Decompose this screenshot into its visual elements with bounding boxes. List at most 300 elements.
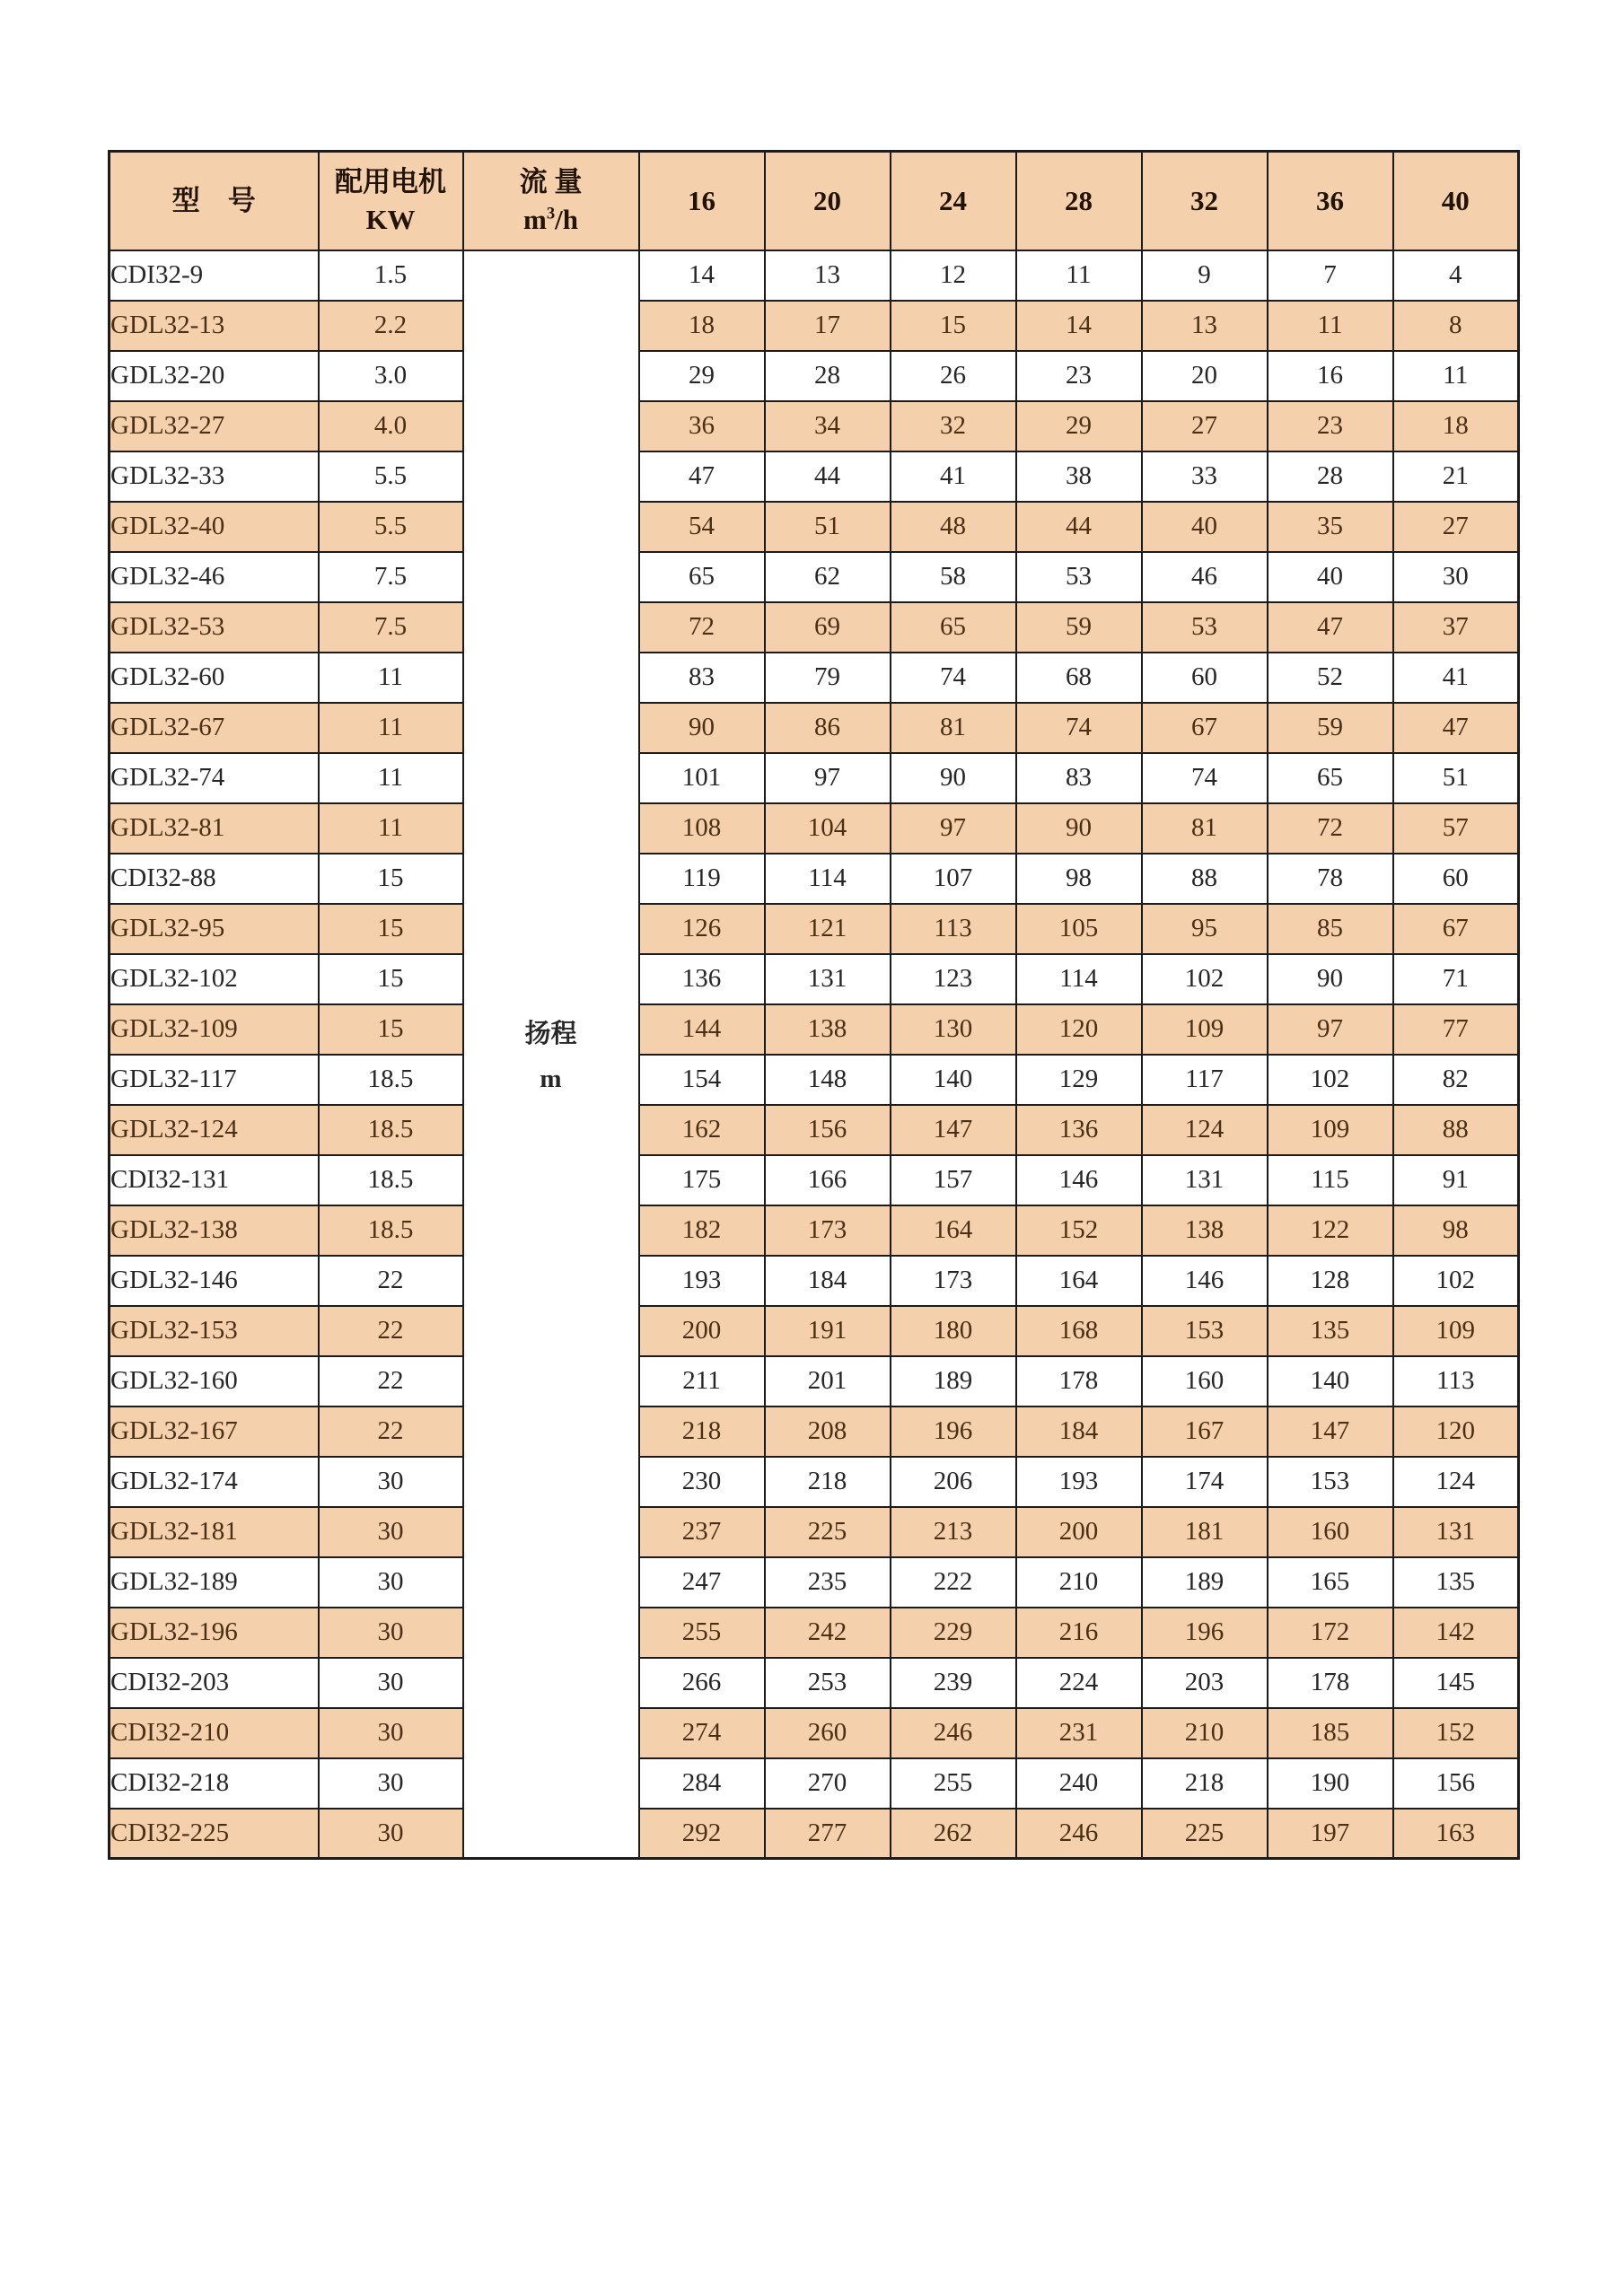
head-value-cell: 174 (1142, 1457, 1268, 1507)
head-value-cell: 266 (639, 1658, 765, 1708)
motor-power-cell: 18.5 (319, 1205, 463, 1256)
table-row (110, 1256, 1519, 1306)
motor-power-cell: 11 (319, 753, 463, 803)
table-row (110, 1658, 1519, 1708)
head-value-cell: 114 (1016, 954, 1142, 1004)
head-value-cell: 20 (1142, 351, 1268, 401)
head-value-cell: 173 (765, 1205, 891, 1256)
table-row (110, 1457, 1519, 1507)
flow-value-header: 36 (1268, 152, 1393, 250)
head-value-cell: 23 (1268, 401, 1393, 451)
head-value-cell: 115 (1268, 1155, 1393, 1205)
motor-power-cell: 30 (319, 1608, 463, 1658)
model-cell: GDL32-174 (110, 1457, 319, 1507)
head-value-cell: 164 (891, 1205, 1016, 1256)
table-row (110, 1507, 1519, 1557)
table-row (110, 1407, 1519, 1457)
head-value-cell: 147 (1268, 1407, 1393, 1457)
head-value-cell: 270 (765, 1758, 891, 1809)
head-value-cell: 67 (1142, 703, 1268, 753)
head-value-cell: 230 (639, 1457, 765, 1507)
head-value-cell: 146 (1016, 1155, 1142, 1205)
model-cell: CDI32-131 (110, 1155, 319, 1205)
pump-spec-table (108, 150, 1520, 1860)
flow-value-header: 32 (1142, 152, 1268, 250)
motor-power-cell: 22 (319, 1256, 463, 1306)
head-value-cell: 152 (1393, 1708, 1519, 1758)
head-value-cell: 32 (891, 401, 1016, 451)
head-value-cell: 113 (891, 904, 1016, 954)
head-value-cell: 262 (891, 1809, 1016, 1859)
head-value-cell: 240 (1016, 1758, 1142, 1809)
head-value-cell: 235 (765, 1557, 891, 1608)
head-value-cell: 72 (639, 602, 765, 653)
motor-power-cell: 4.0 (319, 401, 463, 451)
head-value-cell: 181 (1142, 1507, 1268, 1557)
head-merged-cell (463, 250, 639, 1859)
head-value-cell: 200 (639, 1306, 765, 1356)
head-value-cell: 109 (1268, 1105, 1393, 1155)
head-value-cell: 72 (1268, 803, 1393, 854)
head-value-cell: 260 (765, 1708, 891, 1758)
head-value-cell: 182 (639, 1205, 765, 1256)
head-value-cell: 180 (891, 1306, 1016, 1356)
motor-power-cell: 3.0 (319, 351, 463, 401)
head-value-cell: 67 (1393, 904, 1519, 954)
head-value-cell: 38 (1016, 451, 1142, 502)
head-value-cell: 40 (1142, 502, 1268, 552)
head-value-cell: 26 (891, 351, 1016, 401)
flow-value-header: 16 (639, 152, 765, 250)
model-cell: GDL32-53 (110, 602, 319, 653)
table-row (110, 250, 1519, 301)
head-value-cell: 104 (765, 803, 891, 854)
head-value-cell: 206 (891, 1457, 1016, 1507)
head-value-cell: 12 (891, 250, 1016, 301)
model-cell: CDI32-210 (110, 1708, 319, 1758)
head-value-cell: 122 (1268, 1205, 1393, 1256)
head-value-cell: 98 (1393, 1205, 1519, 1256)
head-value-cell: 91 (1393, 1155, 1519, 1205)
table-row (110, 1708, 1519, 1758)
head-value-cell: 189 (891, 1356, 1016, 1407)
table-row (110, 351, 1519, 401)
flow-value-header: 28 (1016, 152, 1142, 250)
head-value-cell: 222 (891, 1557, 1016, 1608)
head-value-cell: 153 (1268, 1457, 1393, 1507)
table-row (110, 1004, 1519, 1055)
head-value-cell: 129 (1016, 1055, 1142, 1105)
table-row (110, 703, 1519, 753)
model-cell: CDI32-225 (110, 1809, 319, 1859)
head-value-cell: 218 (1142, 1758, 1268, 1809)
head-value-cell: 95 (1142, 904, 1268, 954)
head-value-cell: 255 (639, 1608, 765, 1658)
head-value-cell: 246 (891, 1708, 1016, 1758)
head-value-cell: 102 (1142, 954, 1268, 1004)
head-value-cell: 53 (1142, 602, 1268, 653)
head-value-cell: 218 (639, 1407, 765, 1457)
head-value-cell: 218 (765, 1457, 891, 1507)
head-value-cell: 51 (765, 502, 891, 552)
head-value-cell: 98 (1016, 854, 1142, 904)
head-value-cell: 210 (1016, 1557, 1142, 1608)
head-value-cell: 90 (1016, 803, 1142, 854)
model-cell: GDL32-67 (110, 703, 319, 753)
head-value-cell: 27 (1393, 502, 1519, 552)
head-value-cell: 197 (1268, 1809, 1393, 1859)
table-row (110, 301, 1519, 351)
flow-value-header: 40 (1393, 152, 1519, 250)
head-value-cell: 44 (765, 451, 891, 502)
head-value-cell: 117 (1142, 1055, 1268, 1105)
head-value-cell: 7 (1268, 250, 1393, 301)
model-cell: GDL32-109 (110, 1004, 319, 1055)
head-value-cell: 83 (1016, 753, 1142, 803)
motor-power-cell: 2.2 (319, 301, 463, 351)
head-value-cell: 4 (1393, 250, 1519, 301)
head-value-cell: 124 (1142, 1105, 1268, 1155)
motor-power-cell: 30 (319, 1758, 463, 1809)
head-value-cell: 164 (1016, 1256, 1142, 1306)
model-cell: GDL32-40 (110, 502, 319, 552)
head-value-cell: 140 (891, 1055, 1016, 1105)
head-value-cell: 208 (765, 1407, 891, 1457)
head-value-cell: 131 (765, 954, 891, 1004)
model-cell: GDL32-81 (110, 803, 319, 854)
model-cell: GDL32-95 (110, 904, 319, 954)
head-value-cell: 28 (1268, 451, 1393, 502)
head-value-cell: 60 (1142, 653, 1268, 703)
head-value-cell: 148 (765, 1055, 891, 1105)
head-value-cell: 167 (1142, 1407, 1268, 1457)
motor-power-cell: 15 (319, 904, 463, 954)
table-row (110, 401, 1519, 451)
motor-power-cell: 11 (319, 653, 463, 703)
head-value-cell: 109 (1142, 1004, 1268, 1055)
motor-power-column-header (319, 152, 463, 250)
head-value-cell: 152 (1016, 1205, 1142, 1256)
head-value-cell: 193 (1016, 1457, 1142, 1507)
head-value-cell: 102 (1268, 1055, 1393, 1105)
head-value-cell: 40 (1268, 552, 1393, 602)
motor-power-cell: 30 (319, 1557, 463, 1608)
head-value-cell: 58 (891, 552, 1016, 602)
motor-power-cell: 7.5 (319, 552, 463, 602)
head-value-cell: 97 (765, 753, 891, 803)
motor-power-header-unit: KW (365, 203, 416, 235)
head-value-cell: 90 (1268, 954, 1393, 1004)
model-cell: GDL32-27 (110, 401, 319, 451)
head-value-cell: 54 (639, 502, 765, 552)
head-value-cell: 48 (891, 502, 1016, 552)
head-value-cell: 242 (765, 1608, 891, 1658)
flow-header-label: 流 量 (519, 165, 583, 197)
head-value-cell: 11 (1016, 250, 1142, 301)
head-value-cell: 135 (1268, 1306, 1393, 1356)
head-value-cell: 86 (765, 703, 891, 753)
model-cell: GDL32-189 (110, 1557, 319, 1608)
table-row (110, 1105, 1519, 1155)
head-value-cell: 23 (1016, 351, 1142, 401)
head-value-cell: 178 (1268, 1658, 1393, 1708)
head-value-cell: 47 (1268, 602, 1393, 653)
head-value-cell: 292 (639, 1809, 765, 1859)
head-value-cell: 18 (1393, 401, 1519, 451)
head-value-cell: 46 (1142, 552, 1268, 602)
head-value-cell: 144 (639, 1004, 765, 1055)
head-value-cell: 284 (639, 1758, 765, 1809)
head-value-cell: 253 (765, 1658, 891, 1708)
head-value-cell: 247 (639, 1557, 765, 1608)
head-value-cell: 196 (1142, 1608, 1268, 1658)
head-value-cell: 71 (1393, 954, 1519, 1004)
head-value-cell: 175 (639, 1155, 765, 1205)
motor-power-cell: 30 (319, 1457, 463, 1507)
model-cell: CDI32-9 (110, 250, 319, 301)
motor-power-cell: 18.5 (319, 1105, 463, 1155)
motor-power-cell: 15 (319, 954, 463, 1004)
head-unit: m (540, 1065, 562, 1094)
model-cell: GDL32-74 (110, 753, 319, 803)
motor-power-cell: 18.5 (319, 1155, 463, 1205)
flow-column-header (463, 152, 639, 250)
head-value-cell: 14 (1016, 301, 1142, 351)
head-value-cell: 30 (1393, 552, 1519, 602)
head-value-cell: 145 (1393, 1658, 1519, 1708)
head-value-cell: 57 (1393, 803, 1519, 854)
motor-power-cell: 22 (319, 1407, 463, 1457)
head-value-cell: 90 (639, 703, 765, 753)
head-value-cell: 138 (1142, 1205, 1268, 1256)
model-cell: GDL32-196 (110, 1608, 319, 1658)
head-value-cell: 136 (639, 954, 765, 1004)
head-value-cell: 28 (765, 351, 891, 401)
head-value-cell: 41 (891, 451, 1016, 502)
head-value-cell: 37 (1393, 602, 1519, 653)
head-value-cell: 123 (891, 954, 1016, 1004)
head-value-cell: 69 (765, 602, 891, 653)
head-value-cell: 53 (1016, 552, 1142, 602)
flow-value-header: 24 (891, 152, 1016, 250)
head-value-cell: 213 (891, 1507, 1016, 1557)
head-value-cell: 74 (1142, 753, 1268, 803)
motor-power-cell: 30 (319, 1809, 463, 1859)
head-value-cell: 165 (1268, 1557, 1393, 1608)
head-value-cell: 274 (639, 1708, 765, 1758)
head-value-cell: 8 (1393, 301, 1519, 351)
head-value-cell: 185 (1268, 1708, 1393, 1758)
motor-power-cell: 1.5 (319, 250, 463, 301)
head-value-cell: 203 (1142, 1658, 1268, 1708)
head-value-cell: 146 (1142, 1256, 1268, 1306)
motor-power-cell: 18.5 (319, 1055, 463, 1105)
head-value-cell: 97 (891, 803, 1016, 854)
table-row (110, 803, 1519, 854)
motor-power-cell: 22 (319, 1356, 463, 1407)
head-value-cell: 33 (1142, 451, 1268, 502)
model-column-header: 型 号 (110, 152, 319, 250)
head-value-cell: 16 (1268, 351, 1393, 401)
head-value-cell: 201 (765, 1356, 891, 1407)
head-value-cell: 65 (639, 552, 765, 602)
head-value-cell: 85 (1268, 904, 1393, 954)
head-value-cell: 231 (1016, 1708, 1142, 1758)
head-value-cell: 196 (891, 1407, 1016, 1457)
table-row (110, 602, 1519, 653)
head-value-cell: 105 (1016, 904, 1142, 954)
head-value-cell: 138 (765, 1004, 891, 1055)
motor-power-cell: 11 (319, 803, 463, 854)
motor-power-cell: 30 (319, 1658, 463, 1708)
head-value-cell: 13 (1142, 301, 1268, 351)
head-value-cell: 68 (1016, 653, 1142, 703)
head-value-cell: 97 (1268, 1004, 1393, 1055)
head-value-cell: 163 (1393, 1809, 1519, 1859)
motor-power-header-label: 配用电机 (335, 165, 446, 197)
table-row (110, 1306, 1519, 1356)
flow-header-unit: $m^3/h$ (523, 203, 578, 235)
model-cell: GDL32-124 (110, 1105, 319, 1155)
table-row (110, 1608, 1519, 1658)
model-cell: GDL32-167 (110, 1407, 319, 1457)
head-value-cell: 224 (1016, 1658, 1142, 1708)
head-value-cell: 114 (765, 854, 891, 904)
table-row (110, 451, 1519, 502)
head-value-cell: 79 (765, 653, 891, 703)
head-value-cell: 210 (1142, 1708, 1268, 1758)
head-value-cell: 255 (891, 1758, 1016, 1809)
head-value-cell: 126 (639, 904, 765, 954)
table-row (110, 904, 1519, 954)
head-value-cell: 277 (765, 1809, 891, 1859)
table-row (110, 1557, 1519, 1608)
head-value-cell: 156 (1393, 1758, 1519, 1809)
head-value-cell: 27 (1142, 401, 1268, 451)
head-value-cell: 11 (1393, 351, 1519, 401)
head-value-cell: 88 (1393, 1105, 1519, 1155)
head-value-cell: 52 (1268, 653, 1393, 703)
model-cell: GDL32-20 (110, 351, 319, 401)
head-value-cell: 41 (1393, 653, 1519, 703)
head-value-cell: 216 (1016, 1608, 1142, 1658)
head-value-cell: 200 (1016, 1507, 1142, 1557)
head-value-cell: 229 (891, 1608, 1016, 1658)
head-value-cell: 162 (639, 1105, 765, 1155)
head-value-cell: 15 (891, 301, 1016, 351)
head-value-cell: 59 (1268, 703, 1393, 753)
head-value-cell: 108 (639, 803, 765, 854)
motor-power-cell: 5.5 (319, 451, 463, 502)
head-value-cell: 44 (1016, 502, 1142, 552)
head-value-cell: 140 (1268, 1356, 1393, 1407)
model-cell: GDL32-102 (110, 954, 319, 1004)
head-value-cell: 77 (1393, 1004, 1519, 1055)
head-value-cell: 74 (891, 653, 1016, 703)
head-value-cell: 246 (1016, 1809, 1142, 1859)
motor-power-cell: 15 (319, 854, 463, 904)
head-value-cell: 142 (1393, 1608, 1519, 1658)
head-value-cell: 160 (1268, 1507, 1393, 1557)
head-value-cell: 51 (1393, 753, 1519, 803)
head-value-cell: 189 (1142, 1557, 1268, 1608)
table-row (110, 653, 1519, 703)
head-value-cell: 60 (1393, 854, 1519, 904)
motor-power-cell: 5.5 (319, 502, 463, 552)
motor-power-cell: 7.5 (319, 602, 463, 653)
head-value-cell: 88 (1142, 854, 1268, 904)
table-row (110, 1356, 1519, 1407)
head-value-cell: 81 (1142, 803, 1268, 854)
head-value-cell: 14 (639, 250, 765, 301)
head-value-cell: 29 (1016, 401, 1142, 451)
head-value-cell: 11 (1268, 301, 1393, 351)
head-value-cell: 78 (1268, 854, 1393, 904)
model-cell: GDL32-60 (110, 653, 319, 703)
motor-power-cell: 22 (319, 1306, 463, 1356)
motor-power-cell: 30 (319, 1708, 463, 1758)
head-value-cell: 173 (891, 1256, 1016, 1306)
head-value-cell: 190 (1268, 1758, 1393, 1809)
head-value-cell: 160 (1142, 1356, 1268, 1407)
head-value-cell: 131 (1393, 1507, 1519, 1557)
head-value-cell: 120 (1393, 1407, 1519, 1457)
head-value-cell: 119 (639, 854, 765, 904)
head-value-cell: 178 (1016, 1356, 1142, 1407)
head-value-cell: 83 (639, 653, 765, 703)
motor-power-cell: 15 (319, 1004, 463, 1055)
head-value-cell: 130 (891, 1004, 1016, 1055)
head-value-cell: 156 (765, 1105, 891, 1155)
head-value-cell: 166 (765, 1155, 891, 1205)
model-cell: CDI32-218 (110, 1758, 319, 1809)
head-value-cell: 191 (765, 1306, 891, 1356)
motor-power-cell: 30 (319, 1507, 463, 1557)
head-value-cell: 136 (1016, 1105, 1142, 1155)
table-row (110, 1809, 1519, 1859)
table-row (110, 502, 1519, 552)
head-label: 扬程 (524, 1020, 577, 1049)
model-cell: GDL32-181 (110, 1507, 319, 1557)
table-row (110, 1155, 1519, 1205)
head-value-cell: 29 (639, 351, 765, 401)
head-value-cell: 225 (1142, 1809, 1268, 1859)
head-value-cell: 239 (891, 1658, 1016, 1708)
table-row (110, 1758, 1519, 1809)
head-value-cell: 128 (1268, 1256, 1393, 1306)
head-value-cell: 34 (765, 401, 891, 451)
model-cell: GDL32-117 (110, 1055, 319, 1105)
head-value-cell: 82 (1393, 1055, 1519, 1105)
head-value-cell: 107 (891, 854, 1016, 904)
head-value-cell: 17 (765, 301, 891, 351)
head-value-cell: 237 (639, 1507, 765, 1557)
head-value-cell: 172 (1268, 1608, 1393, 1658)
flow-value-header: 20 (765, 152, 891, 250)
model-cell: GDL32-138 (110, 1205, 319, 1256)
head-value-cell: 157 (891, 1155, 1016, 1205)
table-row (110, 1205, 1519, 1256)
head-value-cell: 121 (765, 904, 891, 954)
head-value-cell: 120 (1016, 1004, 1142, 1055)
head-value-cell: 18 (639, 301, 765, 351)
head-value-cell: 9 (1142, 250, 1268, 301)
head-value-cell: 47 (1393, 703, 1519, 753)
head-value-cell: 153 (1142, 1306, 1268, 1356)
head-value-cell: 35 (1268, 502, 1393, 552)
table-row (110, 552, 1519, 602)
head-value-cell: 59 (1016, 602, 1142, 653)
